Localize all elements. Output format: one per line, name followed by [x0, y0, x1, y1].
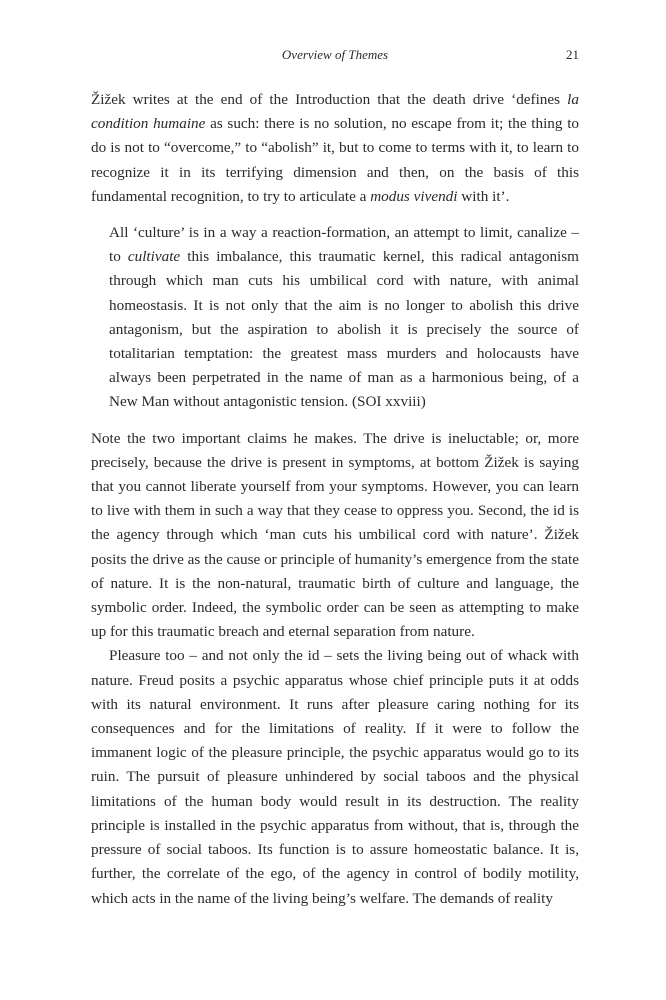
page-number: 21	[566, 47, 579, 62]
italic-term: la condition humaine	[91, 91, 579, 133]
running-head	[91, 47, 579, 67]
paragraph-intro	[91, 88, 579, 209]
paragraph-pleasure: Pleasure too – and not only the id – sets the living being out of whack with nature. Freud posits a psychic apparatus whose chief principle puts it at odds with its natural environment. It runs after pleasure caring nothing for its consequences and for the limitations of reality. If it were to follow the immanent logic of the pleasure principle, the psychic apparatus would go to its ruin. The pursuit of pleasure unhindered by social taboos and the physical limitations of the human body would result in its destruction. The reality principle is installed in the psychic apparatus from without, that is, through the pressure of social taboos. Its function is to assure homeostatic balance. It is, further, the correlate of the ego, of the agency in control of bodily motility, which acts in the name of the living being’s welfare. The demands of reality	[91, 647, 579, 907]
text-run: All ‘culture’ is in a way a reaction-formation, an attempt to limit, canalize – to	[109, 224, 579, 266]
text-run: Žižek writes at the end of the Introduction that the death drive ‘defines	[91, 91, 568, 108]
italic-term: modus vivendi	[370, 187, 458, 205]
running-title: Overview of Themes	[281, 47, 389, 62]
block-quote	[109, 221, 579, 415]
text-run: this imbalance, this traumatic kernel, this radical antagonism through which man cuts his umbilical cord with nature, with animal homeostasis. It is not only that the aim is no longer to abolish this drive antagonism, but the aspiration to abolish it is precisely the source of totalitarian temptation: the greatest mass murders and holocausts have always been perpetrated in the name of man as a harmonious being, of a New Man without antagonistic tension. (SOI xxviii)	[109, 248, 579, 411]
paragraph-claims: Note the two important claims he makes. The drive is ineluctable; or, more precisely, because the drive is present in symptoms, at bottom Žižek is saying that you cannot liberate yourself from your symptoms. However, you can learn to live with them in such a way that they cease to oppress you. Second, the id is the agency through which ‘man cuts his umbilical cord with nature’. Žižek posits the drive as the cause or principle of humanity’s emergence from the state of nature. It is the non-natural, traumatic birth of culture and language, the symbolic order. Indeed, the symbolic order can be seen as attempting to make up for this traumatic breach and eternal separation from nature.	[91, 429, 579, 641]
text-run: as such: there is no solution, no escape from it; the thing to do is not to “overcome,” to “abolish” it, but to come to terms with it, to learn to recognize it in its terrifying dimension and then, on the basis of this fundamental recognition, to try to articulate a	[91, 115, 580, 205]
body-text	[91, 88, 579, 911]
text-run: with it’.	[457, 187, 510, 205]
italic-term: cultivate	[127, 248, 181, 266]
